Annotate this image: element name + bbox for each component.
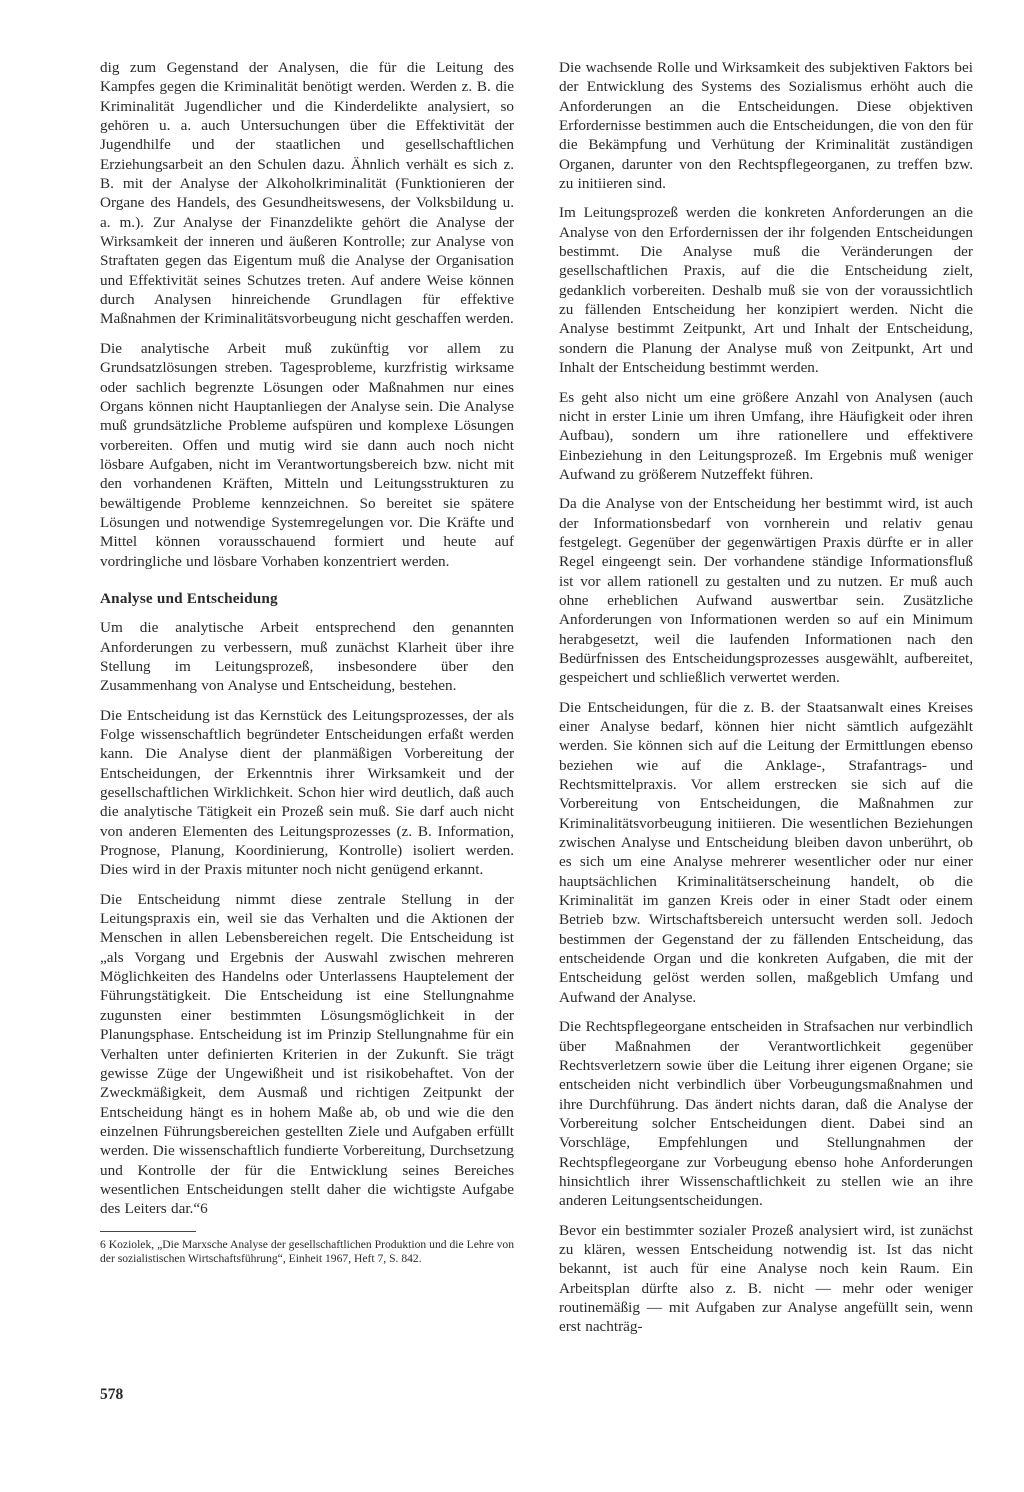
left-column: [100, 58, 514, 1266]
paragraph: Die Entscheidungen, für die z. B. der Staatsanwalt eines Kreises einer Analyse bedarf, können hier nicht sämtlich aufgezählt werden. Sie können sich auf die Leitung der Ermittlungen ebenso beziehen wie auf die Anklage-, Strafantrags- und Rechtsmittelpraxis. Vor allem erstrecken sie sich auf die Vorbereitung von Entscheidungen, die Maßnahmen zur Kriminalitätsvorbeugung initiieren. Die wesentlichen Beziehungen zwischen Analyse und Entscheidung bleiben davon unberührt, ob es sich um eine Analyse mehrerer wesentlicher oder nur einer hauptsächlichen Kriminalitätserscheinung handelt, ob die Kriminalität im ganzen Kreis oder in einer Stadt oder einem Betrieb bzw. Wirtschaftsbereich untersucht werden soll. Jedoch bestimmen der Gegenstand der zu fällenden Entscheidung, das entscheidende Organ und die konkreten Aufgaben, die mit der Entscheidung gelöst werden sollen, maßgeblich Umfang und Aufwand der Analyse.: [559, 698, 973, 1006]
footnote-divider: [100, 1231, 196, 1232]
paragraph: Die wachsende Rolle und Wirksamkeit des subjektiven Faktors bei der Entwicklung des Systems des Sozialismus erhöht auch die Anforderungen an die Entscheidungen. Diese objektiven Erfordernisse bestimmen auch die Entscheidungen, die von den für die Bekämpfung und Verhütung der Kriminalität zuständigen Organen, darunter von den Rechtspflegeorganen, zu treffen bzw. zu initiieren sind.: [559, 59, 973, 193]
paragraph: Die Entscheidung ist das Kernstück des Leitungsprozesses, der als Folge wissenschaftlich begründeter Entscheidungen erfaßt werden kann. Die Analyse dient der planmäßigen Vorbereitung der Entscheidungen, der Erkenntnis ihrer Wirksamkeit und der gesellschaftlichen Wirklichkeit. Schon hier wird deutlich, daß auch die analytische Tätigkeit ein Prozeß sein muß. Sie darf auch nicht von anderen Elementen des Leitungsprozesses (z. B. Information, Prognose, Planung, Koordinierung, Kontrolle) isoliert werden. Dies wird in der Praxis mitunter noch nicht genügend erkannt.: [100, 706, 514, 879]
page-number: 578: [100, 1386, 124, 1403]
section-heading: Analyse und Entscheidung: [100, 589, 278, 607]
paragraph: Im Leitungsprozeß werden die konkreten Anforderungen an die Analyse von den Erfordernissen der ihr folgenden Entscheidungen bestimmt. Die Analyse muß die Veränderungen der gesellschaftlichen Praxis, auf die die Entscheidung zielt, gedanklich vorbereiten. Deshalb muß sie von der voraussichtlich zu fällenden Entscheidung her konzipiert werden. Nicht die Analyse bestimmt Zeitpunkt, Art und Inhalt der Entscheidung, sondern die Planung der Analyse muß von Zeitpunkt, Art und Inhalt der Entscheidung bestimmt werden.: [559, 204, 973, 377]
paragraph: Es geht also nicht um eine größere Anzahl von Analysen (auch nicht in erster Linie um ihren Umfang, ihre Häufigkeit oder ihren Aufbau), sondern um ihre rationellere und effektivere Einbeziehung in den Leitungsprozeß. Im Ergebnis muß weniger Aufwand zu größerem Nutzeffekt führen.: [559, 388, 973, 483]
paragraph: Die Rechtspflegeorgane entscheiden in Strafsachen nur verbindlich über Maßnahmen der Verantwortlichkeit gegenüber Rechtsverletzern sowie über die Leitung ihrer eigenen Organe; sie entscheiden nicht verbindlich über Vorbeugungsmaßnahmen und ihre Durchführung. Das ändert nichts daran, daß die Analyse der Vorbereitung solcher Entscheidungen dient. Dabei sind an Vorschläge, Empfehlungen und Stellungnahmen der Rechtspflegeorgane zur Vorbeugung ebenso hohe Anforderungen hinsichtlich ihrer Wissenschaftlichkeit zu stellen wie an ihre anderen Leitungsentscheidungen.: [559, 1018, 973, 1210]
paragraph: Um die analytische Arbeit entsprechend den genannten Anforderungen zu verbessern, muß zunächst Klarheit über ihre Stellung im Leitungsprozeß, insbesondere über den Zusammenhang von Analyse und Entscheidung, bestehen.: [100, 619, 514, 695]
paragraph: Die analytische Arbeit muß zukünftig vor allem zu Grundsatzlösungen streben. Tagesprobleme, kurzfristig wirksame oder sachlich begrenzte Lösungen oder Maßnahmen nur eines Organs können nicht Hauptanliegen der Analyse sein. Die Analyse muß grundsätzliche Probleme aufspüren und komplexe Lösungen vorbereiten. Offen und mutig wird sie dann auch noch nicht lösbare Aufgaben, nicht im Verantwortungsbereich bzw. nicht mit den vorhandenen Kräften, Mitteln und Leitungsstrukturen zu bewältigende Probleme kennzeichnen. So bereitet sie spätere Lösungen und notwendige Systemregelungen vor. Die Kräfte und Mittel können vorausschauend formiert und heute auf vordringliche und lösbare Vorhaben konzentriert werden.: [100, 339, 514, 570]
paragraph: Da die Analyse von der Entscheidung her bestimmt wird, ist auch der Informationsbedarf von vornherein und relativ genau festgelegt. Gegenüber der gegenwärtigen Praxis dürfte er in aller Regel eingeengt sein. Der vorhandene ständige Informationsfluß ist vor allem rationell zu gestalten und zu nutzen. Er muß auch ohne erheblichen Aufwand auswertbar sein. Zusätzliche Anforderungen von Informationen werden so auf ein Minimum herabgesetzt, weil die laufenden Informationen nach den Bedürfnissen des Entscheidungsprozesses ausgewählt, aufbereitet, gespeichert und schließlich verwertet werden.: [559, 495, 973, 687]
right-column: [559, 58, 973, 1347]
paragraph: Die Entscheidung nimmt diese zentrale Stellung in der Leitungspraxis ein, weil sie das Verhalten und die Aktionen der Menschen in allen Lebensbereichen regelt. Die Entscheidung ist „als Vorgang und Ergebnis der Auswahl zwischen mehreren Möglichkeiten des Handelns oder Unterlassens Hauptelement der Führungstätigkeit. Die Entscheidung ist eine Stellungnahme zugunsten einer bestimmten Lösungsmöglichkeit in der Planungsphase. Entscheidung ist im Prinzip Stellungnahme für ein Verhalten unter definierten Kriterien in der Zukunft. Sie trägt gewisse Züge der Ungewißheit und ist risikobehaftet. Von der Zweckmäßigkeit, dem Ausmaß und richtigen Zeitpunkt der Entscheidung hängt es in hohem Maße ab, ob und wie die den einzelnen Führungsbereichen gestellten Ziele und Aufgaben erfüllt werden. Die wissenschaftlich fundierte Vorbereitung, Durchsetzung und Kontrolle der für die Entwicklung seines Bereiches wesentlichen Entscheidungen stellt daher die wichtigste Aufgabe des Leiters dar.“6: [100, 890, 514, 1218]
footnote: 6 Koziolek, „Die Marxsche Analyse der gesellschaftlichen Produktion und die Lehre von der sozialistischen Wirtschaftsführung“, Einheit 1967, Heft 7, S. 842.: [100, 1237, 514, 1265]
paragraph: dig zum Gegenstand der Analysen, die für die Leitung des Kampfes gegen die Kriminalität benötigt werden. Werden z. B. die Kriminalität Jugendlicher und die Kinderdelikte analysiert, so gehören u. a. auch Untersuchungen über die Effektivität der Jugendhilfe und der staatlichen und gesellschaftlichen Erziehungsarbeit an den Schulen dazu. Ähnlich verhält es sich z. B. mit der Analyse der Alkoholkriminalität (Funktionieren der Organe des Handels, des Gesundheitswesens, der Volksbildung u. a. m.). Zur Analyse der Finanzdelikte gehört die Analyse der Wirksamkeit der inneren und äußeren Kontrolle; zur Analyse von Straftaten gegen das Eigentum muß die Analyse der Organisation und Effektivität seines Schutzes treten. Auf andere Weise können durch Analysen hinreichende Grundlagen für effektive Maßnahmen der Kriminalitätsvorbeugung nicht geschaffen werden.: [100, 59, 514, 328]
paragraph: Bevor ein bestimmter sozialer Prozeß analysiert wird, ist zunächst zu klären, wessen Entscheidung notwendig ist. Ist das nicht bekannt, ist auch für eine Analyse noch kein Raum. Ein Arbeitsplan dürfte also z. B. nicht — mehr oder weniger routinemäßig — mit Aufgaben zur Analyse angefüllt sein, wenn erst nachträg-: [559, 1221, 973, 1336]
